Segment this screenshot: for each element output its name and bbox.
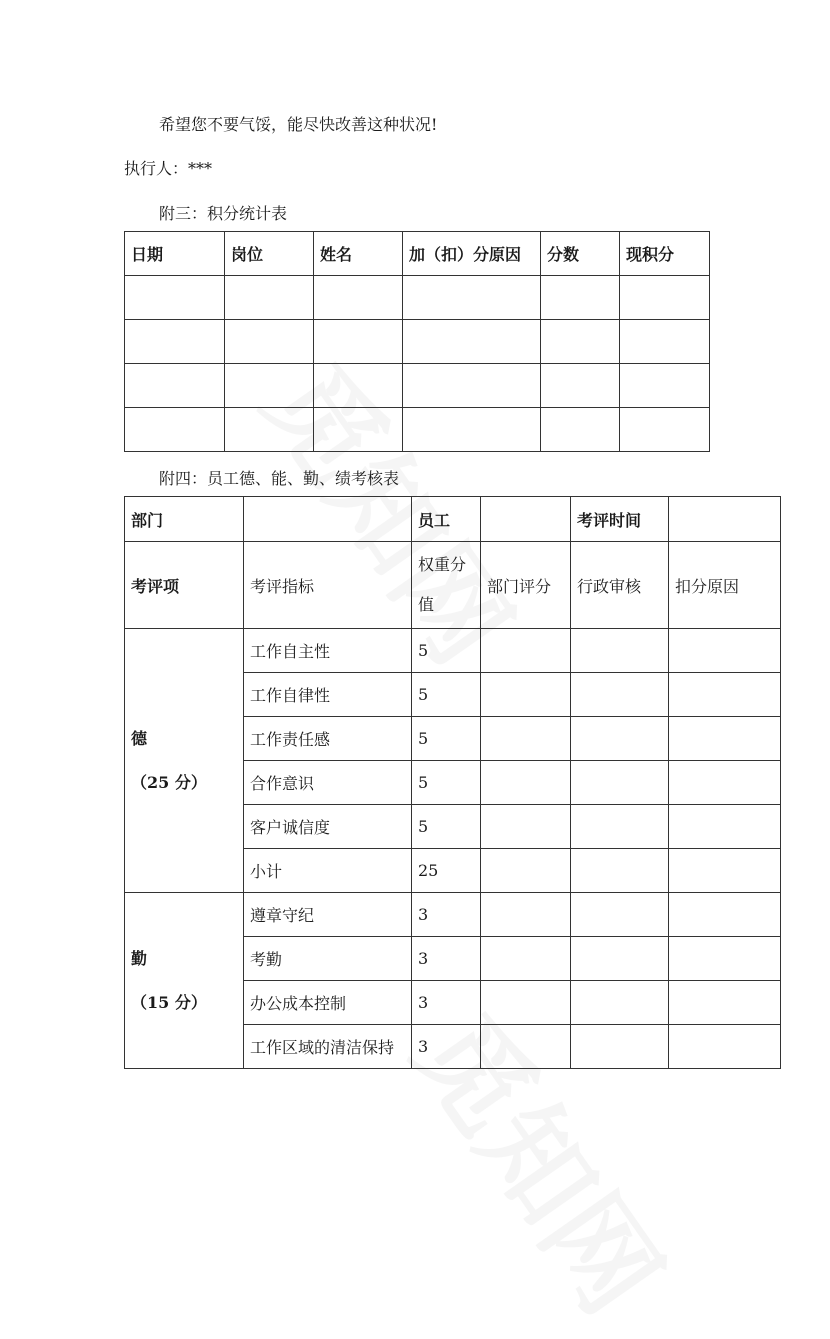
empty-cell[interactable] <box>225 320 314 364</box>
empty-cell[interactable] <box>225 408 314 452</box>
empty-cell[interactable] <box>403 364 541 408</box>
admin-review-cell[interactable] <box>571 673 669 717</box>
dept-value-cell[interactable] <box>244 497 412 542</box>
deduct-reason-cell[interactable] <box>669 717 781 761</box>
indicator: 合作意识 <box>244 761 412 805</box>
dept-score-cell[interactable] <box>481 673 571 717</box>
deduct-reason-cell[interactable] <box>669 629 781 673</box>
empty-cell[interactable] <box>225 276 314 320</box>
empty-cell[interactable] <box>125 320 225 364</box>
dept-score-cell[interactable] <box>481 937 571 981</box>
empty-cell[interactable] <box>314 408 403 452</box>
table-row <box>125 497 781 542</box>
deduct-reason-cell[interactable] <box>669 937 781 981</box>
indicator: 客户诚信度 <box>244 805 412 849</box>
category-de-name: 德 <box>131 728 148 748</box>
category-qin-name: 勤 <box>131 948 148 968</box>
dept-score-cell[interactable] <box>481 1025 571 1069</box>
indicator: 工作自律性 <box>244 673 412 717</box>
deduct-reason-cell[interactable] <box>669 893 781 937</box>
weight: 5 <box>412 761 481 805</box>
eval-time-value-cell[interactable] <box>669 497 781 542</box>
executor-line: 执行人：*** <box>124 159 213 178</box>
dept-score-cell[interactable] <box>481 893 571 937</box>
table-row <box>125 893 781 937</box>
deduct-reason-cell[interactable] <box>669 805 781 849</box>
header-deduct-reason: 扣分原因 <box>669 542 781 629</box>
admin-review-cell[interactable] <box>571 849 669 893</box>
header-score: 分数 <box>541 232 620 276</box>
empty-cell[interactable] <box>403 276 541 320</box>
empty-cell[interactable] <box>620 364 710 408</box>
empty-cell[interactable] <box>541 408 620 452</box>
empty-cell[interactable] <box>403 320 541 364</box>
empty-cell[interactable] <box>314 364 403 408</box>
indicator: 小计 <box>244 849 412 893</box>
header-reason: 加（扣）分原因 <box>403 232 541 276</box>
dept-score-cell[interactable] <box>481 849 571 893</box>
header-date: 日期 <box>125 232 225 276</box>
header-weight-line1: 权重分 <box>418 555 467 574</box>
admin-review-cell[interactable] <box>571 805 669 849</box>
weight: 5 <box>412 805 481 849</box>
indicator: 办公成本控制 <box>244 981 412 1025</box>
admin-review-cell[interactable] <box>571 629 669 673</box>
header-weight-line2: 值 <box>418 595 435 614</box>
weight: 25 <box>412 849 481 893</box>
table-row <box>125 408 710 452</box>
empty-cell[interactable] <box>314 320 403 364</box>
deduct-reason-cell[interactable] <box>669 761 781 805</box>
points-statistics-table <box>124 231 710 452</box>
indicator: 遵章守纪 <box>244 893 412 937</box>
table-header-row <box>125 232 710 276</box>
admin-review-cell[interactable] <box>571 893 669 937</box>
appendix3-title: 附三：积分统计表 <box>159 204 288 223</box>
dept-score-cell[interactable] <box>481 717 571 761</box>
weight: 5 <box>412 717 481 761</box>
employee-label: 员工 <box>412 497 481 542</box>
empty-cell[interactable] <box>403 408 541 452</box>
header-position: 岗位 <box>225 232 314 276</box>
deduct-reason-cell[interactable] <box>669 673 781 717</box>
eval-time-label: 考评时间 <box>571 497 669 542</box>
table-row <box>125 320 710 364</box>
weight: 5 <box>412 673 481 717</box>
empty-cell[interactable] <box>541 364 620 408</box>
dept-score-cell[interactable] <box>481 981 571 1025</box>
dept-score-cell[interactable] <box>481 805 571 849</box>
empty-cell[interactable] <box>125 364 225 408</box>
weight: 5 <box>412 629 481 673</box>
weight: 3 <box>412 1025 481 1069</box>
table-row <box>125 276 710 320</box>
intro-sentence: 希望您不要气馁，能尽快改善这种状况! <box>159 115 438 134</box>
category-qin-points: （15 分） <box>131 992 207 1012</box>
empty-cell[interactable] <box>125 276 225 320</box>
category-qin <box>125 893 244 1069</box>
deduct-reason-cell[interactable] <box>669 981 781 1025</box>
header-dept-score: 部门评分 <box>481 542 571 629</box>
table-row <box>125 629 781 673</box>
header-item: 考评项 <box>125 542 244 629</box>
empty-cell[interactable] <box>541 276 620 320</box>
empty-cell[interactable] <box>620 320 710 364</box>
appendix4-title: 附四：员工德、能、勤、绩考核表 <box>159 469 400 488</box>
empty-cell[interactable] <box>225 364 314 408</box>
empty-cell[interactable] <box>620 408 710 452</box>
admin-review-cell[interactable] <box>571 717 669 761</box>
indicator: 工作责任感 <box>244 717 412 761</box>
admin-review-cell[interactable] <box>571 981 669 1025</box>
category-de-points: （25 分） <box>131 772 207 792</box>
empty-cell[interactable] <box>620 276 710 320</box>
empty-cell[interactable] <box>125 408 225 452</box>
dept-score-cell[interactable] <box>481 629 571 673</box>
header-name: 姓名 <box>314 232 403 276</box>
category-de <box>125 629 244 893</box>
indicator: 工作区域的清洁保持 <box>244 1025 412 1069</box>
header-admin-review: 行政审核 <box>571 542 669 629</box>
deduct-reason-cell[interactable] <box>669 1025 781 1069</box>
dept-score-cell[interactable] <box>481 761 571 805</box>
employee-assessment-table <box>124 496 781 1069</box>
admin-review-cell[interactable] <box>571 761 669 805</box>
employee-value-cell[interactable] <box>481 497 571 542</box>
header-indicator: 考评指标 <box>244 542 412 629</box>
weight: 3 <box>412 937 481 981</box>
header-current-points: 现积分 <box>620 232 710 276</box>
table-row <box>125 364 710 408</box>
header-weight <box>412 542 481 629</box>
admin-review-cell[interactable] <box>571 1025 669 1069</box>
table-header-row <box>125 542 781 629</box>
indicator: 考勤 <box>244 937 412 981</box>
indicator: 工作自主性 <box>244 629 412 673</box>
admin-review-cell[interactable] <box>571 937 669 981</box>
empty-cell[interactable] <box>541 320 620 364</box>
weight: 3 <box>412 893 481 937</box>
deduct-reason-cell[interactable] <box>669 849 781 893</box>
empty-cell[interactable] <box>314 276 403 320</box>
dept-label: 部门 <box>125 497 244 542</box>
weight: 3 <box>412 981 481 1025</box>
